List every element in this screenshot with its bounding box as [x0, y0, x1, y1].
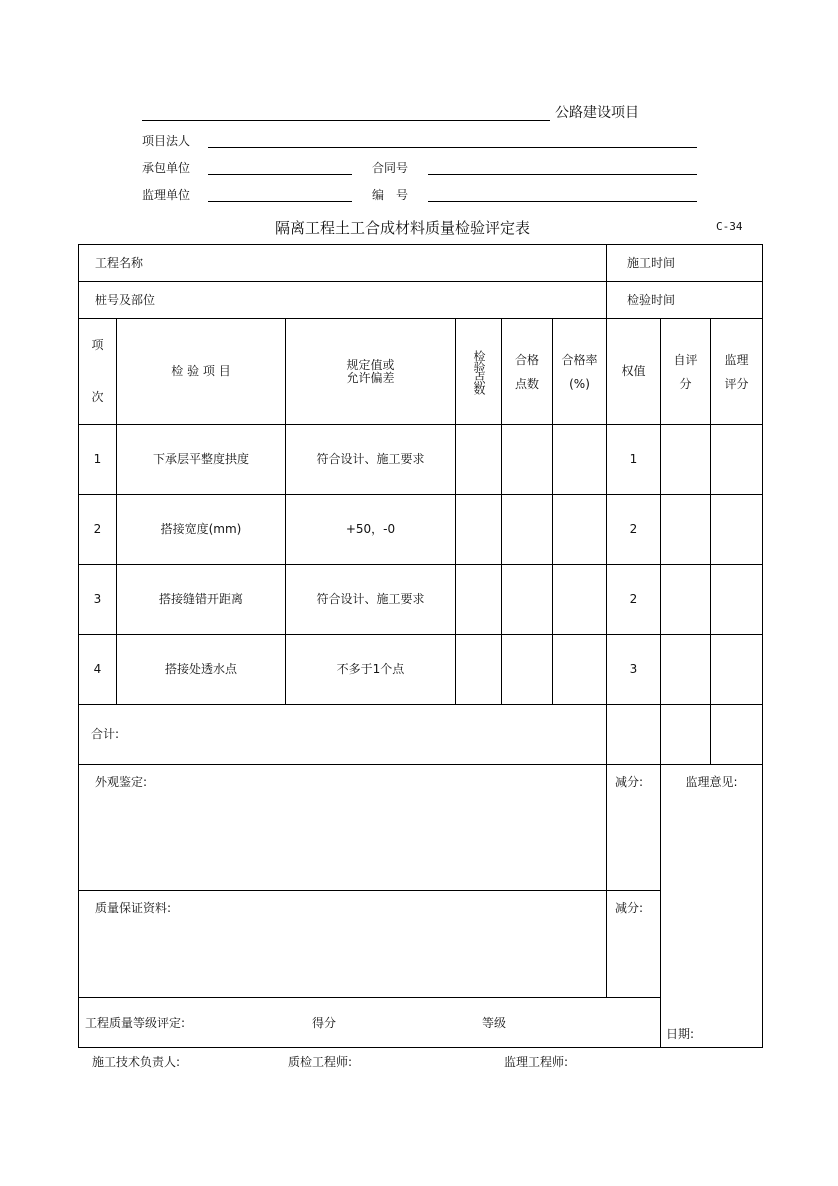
row-no-cell: 1	[78, 424, 117, 495]
total-cell: 合计:	[78, 704, 607, 765]
tech-lead-signature: 施工技术负责人:	[92, 1055, 181, 1069]
row-weight-cell: 3	[606, 634, 661, 705]
form-code: C-34	[716, 220, 743, 233]
row-empty-cell	[501, 424, 553, 495]
col-item-no-2: 次	[91, 390, 104, 405]
col-pass-rate-1: 合格率	[561, 352, 598, 367]
supervision-opinion-label: 监理意见:	[685, 775, 738, 789]
project-suffix: 公路建设项目	[555, 105, 639, 121]
col-pass-points	[501, 318, 553, 425]
row-empty-cell	[710, 564, 763, 635]
quality-deduct-cell: 减分:	[606, 890, 661, 998]
row-no-cell: 4	[78, 634, 117, 705]
row-empty-cell	[501, 634, 553, 705]
row-spec-cell: +50，-0	[285, 494, 456, 565]
row-empty-cell	[552, 564, 607, 635]
col-points	[455, 318, 502, 425]
row-empty-cell	[660, 564, 711, 635]
appearance-cell: 外观鉴定:	[78, 764, 607, 891]
row-item-cell: 搭接缝错开距离	[116, 564, 286, 635]
row-empty-cell	[710, 424, 763, 495]
row-empty-cell	[455, 424, 502, 495]
row-spec-cell: 符合设计、施工要求	[285, 564, 456, 635]
row-empty-cell	[455, 494, 502, 565]
row-weight-cell: 1	[606, 424, 661, 495]
quality-docs-cell: 质量保证资料:	[78, 890, 607, 998]
col-sup-2: 评分	[724, 376, 749, 391]
col-supervisor-score	[710, 318, 763, 425]
date-label: 日期:	[666, 1027, 695, 1041]
score-label: 得分	[312, 1016, 337, 1030]
row-empty-cell	[710, 494, 763, 565]
construction-time-cell: 施工时间	[606, 244, 763, 282]
col-self-1: 自评	[673, 352, 698, 367]
col-item-no	[78, 318, 117, 425]
row-item-cell: 搭接宽度(mm)	[116, 494, 286, 565]
contractor-line	[208, 174, 352, 175]
row-empty-cell	[501, 564, 553, 635]
number-label: 编 号	[372, 188, 409, 202]
row-spec-cell: 符合设计、施工要求	[285, 424, 456, 495]
number-line	[428, 201, 697, 202]
col-weight: 权值	[606, 318, 661, 425]
row-no-cell: 3	[78, 564, 117, 635]
sup-engineer-signature: 监理工程师:	[504, 1055, 569, 1069]
row-spec-cell: 不多于1个点	[285, 634, 456, 705]
col-item-no-1: 项	[91, 337, 104, 352]
project-name-line	[142, 120, 550, 121]
col-pass-rate-2: (%)	[569, 376, 590, 391]
col-pass-points-1: 合格	[514, 352, 539, 367]
col-sup-1: 监理	[724, 352, 749, 367]
row-weight-cell: 2	[606, 564, 661, 635]
col-item: 检 验 项 目	[116, 318, 286, 425]
inspection-time-cell: 检验时间	[606, 281, 763, 319]
total-sup-cell	[710, 704, 763, 765]
row-empty-cell	[501, 494, 553, 565]
row-empty-cell	[552, 494, 607, 565]
project-name-cell: 工程名称	[78, 244, 607, 282]
form-title: 隔离工程土工合成材料质量检验评定表	[275, 219, 531, 237]
grade-eval-label: 工程质量等级评定:	[85, 1016, 186, 1030]
row-item-cell: 搭接处透水点	[116, 634, 286, 705]
legal-person-line	[208, 147, 697, 148]
col-pass-rate	[552, 318, 607, 425]
row-empty-cell	[660, 424, 711, 495]
row-empty-cell	[710, 634, 763, 705]
row-weight-cell: 2	[606, 494, 661, 565]
supervision-opinion-cell	[660, 764, 763, 1048]
row-empty-cell	[660, 494, 711, 565]
row-empty-cell	[552, 634, 607, 705]
col-spec: 规定值或 允许偏差	[285, 318, 456, 425]
contract-no-line	[428, 174, 697, 175]
col-self-score	[660, 318, 711, 425]
row-empty-cell	[455, 634, 502, 705]
row-empty-cell	[455, 564, 502, 635]
row-no-cell: 2	[78, 494, 117, 565]
row-item-cell: 下承层平整度拱度	[116, 424, 286, 495]
appearance-deduct-cell: 减分:	[606, 764, 661, 891]
col-pass-points-2: 点数	[514, 376, 539, 391]
supervisor-line	[208, 201, 352, 202]
total-weight-cell	[606, 704, 661, 765]
grade-label: 等级	[482, 1016, 507, 1030]
legal-person-label: 项目法人	[142, 134, 191, 148]
contract-no-label: 合同号	[372, 161, 409, 175]
qc-engineer-signature: 质检工程师:	[288, 1055, 353, 1069]
supervisor-label: 监理单位	[142, 188, 191, 202]
station-cell: 桩号及部位	[78, 281, 607, 319]
row-empty-cell	[660, 634, 711, 705]
col-self-2: 分	[679, 376, 692, 391]
contractor-label: 承包单位	[142, 161, 191, 175]
total-self-cell	[660, 704, 711, 765]
row-empty-cell	[552, 424, 607, 495]
col-points-label: 检验点数	[472, 349, 486, 394]
